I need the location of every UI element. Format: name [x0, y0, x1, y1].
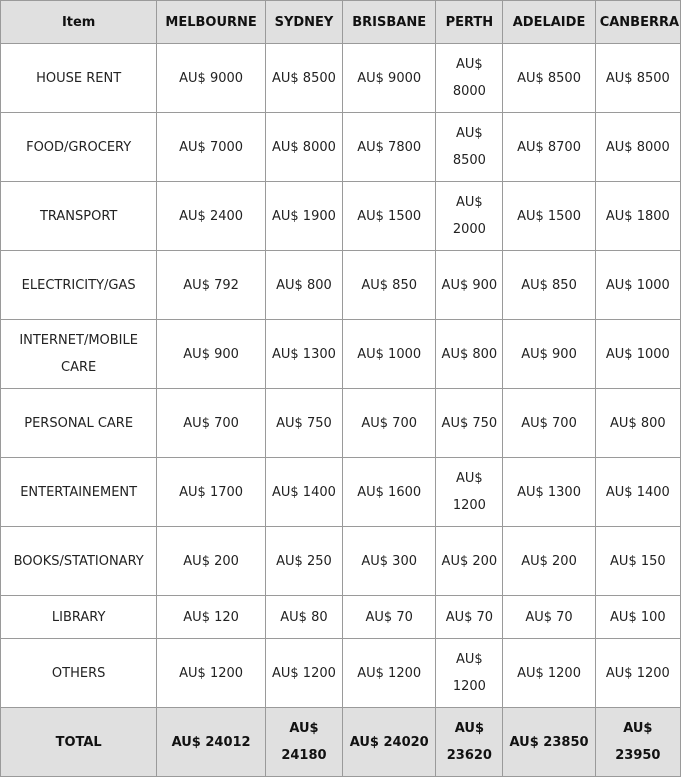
table-cell: AU$ 8500: [595, 44, 680, 113]
total-cell: AU$ 23950: [595, 708, 680, 777]
table-row: [1, 113, 681, 182]
table-row: [1, 639, 681, 708]
table-cell: AU$ 70: [343, 596, 436, 639]
table-cell: AU$ 2400: [157, 182, 266, 251]
table-cell: AU$ 1800: [595, 182, 680, 251]
row-label: ELECTRICITY/GAS: [1, 251, 157, 320]
table-cell: AU$ 8000: [265, 113, 342, 182]
header-perth: PERTH: [436, 1, 503, 44]
header-canberra: CANBERRA: [595, 1, 680, 44]
table-cell: AU$ 1200: [436, 639, 503, 708]
table-cell: AU$ 200: [436, 527, 503, 596]
table-row: [1, 527, 681, 596]
table-cell: AU$ 300: [343, 527, 436, 596]
table-cell: AU$ 750: [265, 389, 342, 458]
table-cell: AU$ 1400: [265, 458, 342, 527]
table-row: [1, 320, 681, 389]
table-cell: AU$ 900: [157, 320, 266, 389]
table-cell: AU$ 1000: [595, 320, 680, 389]
table-cell: AU$ 9000: [157, 44, 266, 113]
table-cell: AU$ 8700: [503, 113, 595, 182]
table-cell: AU$ 8500: [265, 44, 342, 113]
header-item: Item: [1, 1, 157, 44]
total-cell: AU$ 23850: [503, 708, 595, 777]
total-cell: AU$ 24020: [343, 708, 436, 777]
table-cell: AU$ 8000: [595, 113, 680, 182]
table-row: [1, 182, 681, 251]
row-label: TRANSPORT: [1, 182, 157, 251]
table-cell: AU$ 7000: [157, 113, 266, 182]
table-row: [1, 44, 681, 113]
table-cell: AU$ 8500: [503, 44, 595, 113]
table-cell: AU$ 70: [436, 596, 503, 639]
header-brisbane: BRISBANE: [343, 1, 436, 44]
table-cell: AU$ 800: [265, 251, 342, 320]
table-cell: AU$ 700: [343, 389, 436, 458]
table-cell: AU$ 9000: [343, 44, 436, 113]
total-label: TOTAL: [1, 708, 157, 777]
table-cell: AU$ 70: [503, 596, 595, 639]
total-row: [1, 708, 681, 777]
table-cell: AU$ 1000: [595, 251, 680, 320]
table-cell: AU$ 700: [157, 389, 266, 458]
table-cell: AU$ 850: [343, 251, 436, 320]
total-cell: AU$ 24180: [265, 708, 342, 777]
table-cell: AU$ 700: [503, 389, 595, 458]
row-label: BOOKS/STATIONARY: [1, 527, 157, 596]
header-sydney: SYDNEY: [265, 1, 342, 44]
total-cell: AU$ 24012: [157, 708, 266, 777]
row-label: PERSONAL CARE: [1, 389, 157, 458]
table-cell: AU$ 1200: [157, 639, 266, 708]
table-cell: AU$ 900: [436, 251, 503, 320]
table-cell: AU$ 900: [503, 320, 595, 389]
table-cell: AU$ 1900: [265, 182, 342, 251]
row-label: LIBRARY: [1, 596, 157, 639]
row-label: FOOD/GROCERY: [1, 113, 157, 182]
table-cell: AU$ 800: [595, 389, 680, 458]
table-cell: AU$ 8000: [436, 44, 503, 113]
table-cell: AU$ 1200: [503, 639, 595, 708]
table-row: [1, 458, 681, 527]
table-cell: AU$ 7800: [343, 113, 436, 182]
table-cell: AU$ 1700: [157, 458, 266, 527]
table-cell: AU$ 8500: [436, 113, 503, 182]
table-cell: AU$ 100: [595, 596, 680, 639]
table-cell: AU$ 200: [157, 527, 266, 596]
table-cell: AU$ 792: [157, 251, 266, 320]
table-row: [1, 251, 681, 320]
table-row: [1, 389, 681, 458]
table-cell: AU$ 1200: [595, 639, 680, 708]
row-label: ENTERTAINEMENT: [1, 458, 157, 527]
table-cell: AU$ 2000: [436, 182, 503, 251]
header-row: [1, 1, 681, 44]
table-cell: AU$ 80: [265, 596, 342, 639]
header-melbourne: MELBOURNE: [157, 1, 266, 44]
table-cell: AU$ 1200: [436, 458, 503, 527]
table-cell: AU$ 750: [436, 389, 503, 458]
table-cell: AU$ 1300: [503, 458, 595, 527]
row-label: INTERNET/MOBILE CARE: [1, 320, 157, 389]
table-cell: AU$ 200: [503, 527, 595, 596]
row-label: OTHERS: [1, 639, 157, 708]
table-cell: AU$ 120: [157, 596, 266, 639]
table-cell: AU$ 1200: [343, 639, 436, 708]
table-cell: AU$ 1500: [503, 182, 595, 251]
header-adelaide: ADELAIDE: [503, 1, 595, 44]
table-cell: AU$ 1000: [343, 320, 436, 389]
table-cell: AU$ 800: [436, 320, 503, 389]
table-row: [1, 596, 681, 639]
table-cell: AU$ 1600: [343, 458, 436, 527]
row-label: HOUSE RENT: [1, 44, 157, 113]
table-cell: AU$ 1200: [265, 639, 342, 708]
table-cell: AU$ 1500: [343, 182, 436, 251]
table-cell: AU$ 850: [503, 251, 595, 320]
total-cell: AU$ 23620: [436, 708, 503, 777]
table-cell: AU$ 1300: [265, 320, 342, 389]
table-cell: AU$ 250: [265, 527, 342, 596]
table-cell: AU$ 1400: [595, 458, 680, 527]
table-cell: AU$ 150: [595, 527, 680, 596]
